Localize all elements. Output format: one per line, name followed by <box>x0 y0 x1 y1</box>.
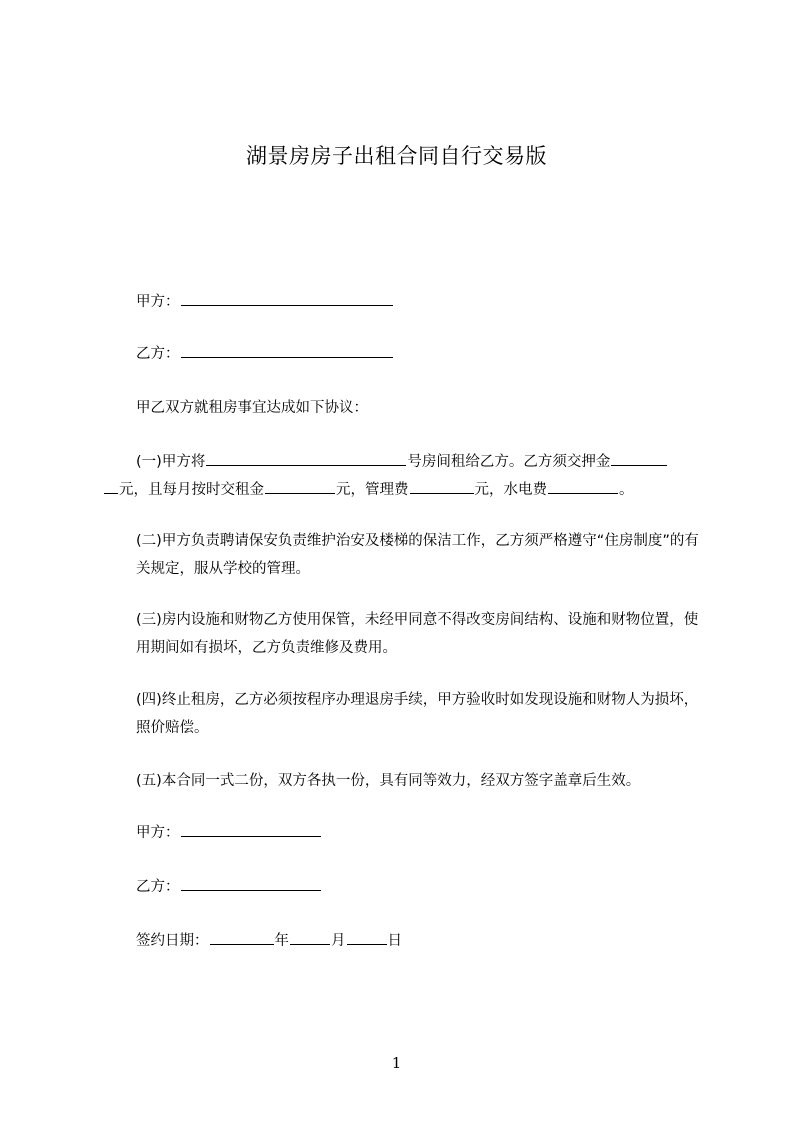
clause-1-text-5: 元，水电费 <box>474 482 547 498</box>
party-b-blank[interactable] <box>181 342 393 358</box>
sign-party-a-label: 甲方： <box>136 825 180 841</box>
sign-party-b-blank[interactable] <box>181 875 321 891</box>
utility-fee-blank[interactable] <box>548 478 618 494</box>
document-title: 湖景房房子出租合同自行交易版 <box>246 144 547 168</box>
deposit-blank-cont[interactable] <box>104 478 118 494</box>
day-blank[interactable] <box>347 929 387 945</box>
room-number-blank[interactable] <box>206 450 406 466</box>
clause-1-text-6: 。 <box>619 482 634 498</box>
party-a-line <box>136 288 394 316</box>
sign-party-a-line <box>136 819 322 847</box>
sign-party-b-label: 乙方： <box>136 879 180 895</box>
year-label: 年 <box>274 933 289 949</box>
clause-4 <box>104 686 704 742</box>
clause-1-text-4: 元，管理费 <box>336 482 409 498</box>
party-a-blank[interactable] <box>181 290 393 306</box>
rent-blank[interactable] <box>265 478 335 494</box>
clause-1-text-3: 元，且每月按时交租金 <box>119 482 264 498</box>
clause-5 <box>104 767 704 795</box>
clause-1 <box>104 448 704 504</box>
clause-3-text: (三)房内设施和财物乙方使用保管，未经甲同意不得改变房间结构、设施和财物位置，使用期间如有损坏，乙方负责维修及费用。 <box>136 612 699 656</box>
year-blank[interactable] <box>210 929 274 945</box>
sign-party-b-line <box>136 873 322 901</box>
clause-3 <box>104 606 704 662</box>
month-label: 月 <box>331 933 346 949</box>
deposit-blank[interactable] <box>611 450 667 466</box>
clause-2 <box>104 527 704 583</box>
intro-text: 甲乙双方就租房事宜达成如下协议： <box>136 400 368 416</box>
management-fee-blank[interactable] <box>410 478 474 494</box>
clause-5-text: (五)本合同一式二份，双方各执一份，具有同等效力，经双方签字盖章后生效。 <box>136 773 641 789</box>
clause-2-text: (二)甲方负责聘请保安负责维护治安及楼梯的保洁工作，乙方须严格遵守“住房制度”的有关规定，服从学校的管理。 <box>136 533 699 577</box>
party-b-label: 乙方： <box>136 346 180 362</box>
clause-4-text: (四)终止租房，乙方必须按程序办理退房手续，甲方验收时如发现设施和财物人为损坏，照价赔偿。 <box>136 692 699 736</box>
clause-1-text-2: 号房间租给乙方。乙方须交押金 <box>407 454 611 470</box>
month-blank[interactable] <box>290 929 330 945</box>
sign-date-line <box>136 927 402 955</box>
sign-date-label: 签约日期： <box>136 933 209 949</box>
clause-1-text-1: (一)甲方将 <box>136 454 206 470</box>
sign-party-a-blank[interactable] <box>181 821 321 837</box>
day-label: 日 <box>387 933 402 949</box>
page-number: 1 <box>391 1054 402 1072</box>
party-a-label: 甲方： <box>136 294 180 310</box>
party-b-line <box>136 340 394 368</box>
